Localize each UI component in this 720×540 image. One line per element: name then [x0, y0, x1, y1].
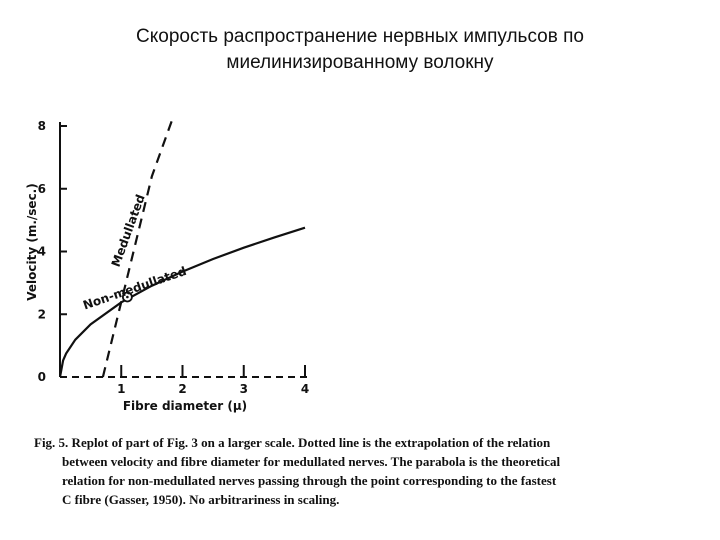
y-tick-label-2: 2: [37, 307, 46, 322]
figure-caption: [34, 433, 684, 509]
x-tick-label-3: 3: [239, 382, 248, 396]
y-tick-label-4: 4: [37, 244, 46, 259]
x-tick-label-1: 1: [117, 382, 126, 396]
y-tick-label-6: 6: [37, 181, 46, 196]
slide-title-line-1: Скорость распространение нервных импульсов по: [136, 26, 584, 47]
series-line-0: [103, 117, 173, 377]
series-label-medullated: Medullated: [108, 192, 148, 269]
caption-line-3: relation for non-medullated nerves passing through the point corresponding to the fastest: [62, 473, 557, 488]
y-tick-label-0: 0: [37, 370, 46, 384]
x-tick-label-2: 2: [178, 382, 187, 396]
chart-series: [60, 117, 305, 377]
y-tick-label-8: 8: [37, 119, 46, 133]
y-axis-label: Velocity (m./sec.): [25, 183, 39, 301]
slide-title-line-2: миелинизированному волокну: [226, 52, 494, 73]
caption-line-1: Fig. 5. Replot of part of Fig. 3 on a larger scale. Dotted line is the extrapolation of the relation: [34, 435, 551, 450]
caption-line-2: between velocity and fibre diameter for medullated nerves. The parabola is the theoretical: [62, 454, 561, 469]
x-axis-label: Fibre diameter (μ): [122, 399, 248, 413]
caption-line-4: C fibre (Gasser, 1950). No arbitrariness in scaling.: [62, 492, 340, 507]
series-label-non-medullated: Non-medullated: [81, 263, 189, 313]
chart-axes: [38, 119, 310, 396]
x-tick-label-4: 4: [300, 382, 310, 396]
